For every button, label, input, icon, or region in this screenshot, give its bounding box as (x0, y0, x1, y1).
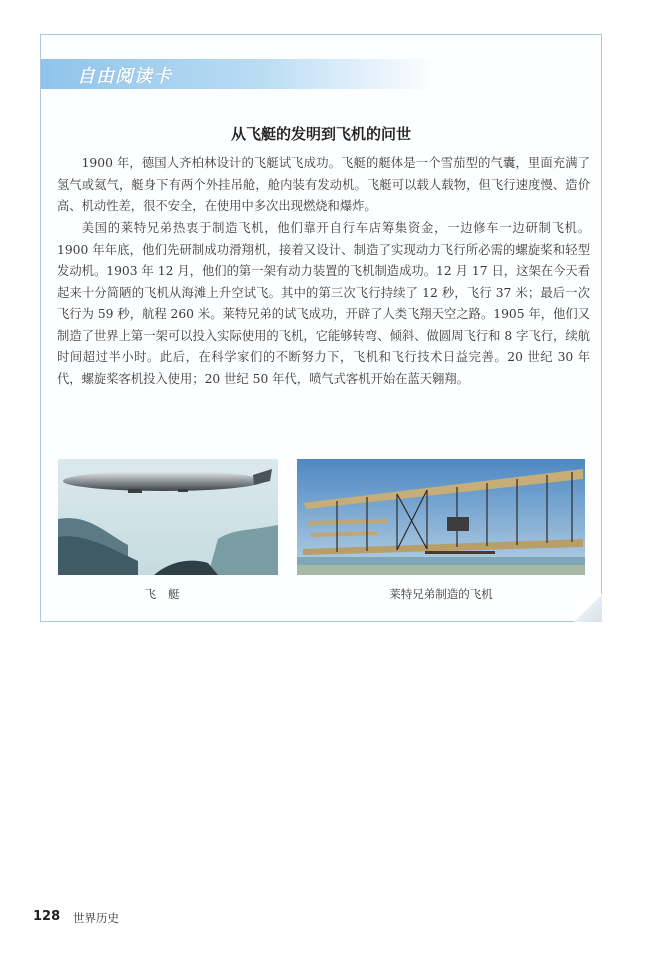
card-header-banner (41, 59, 436, 89)
wright-flyer-caption: 莱特兄弟制造的飞机 (389, 587, 493, 601)
paragraph-airship: 1900 年，德国人齐柏林设计的飞艇试飞成功。飞艇的艇体是一个雪茄型的气囊，里面充满了氢气或氦气，艇身下有两个外挂吊舱，舱内装有发动机。飞艇可以载人载物，但飞行速度慢、造价高、机动性差，很不安全，在使用中多次出现燃烧和爆炸。 (57, 156, 590, 213)
wright-flyer-image (297, 459, 585, 575)
article-title: 从飞艇的发明到飞机的问世 (230, 125, 411, 143)
airship-image (58, 459, 278, 575)
wright-flyer-illustration (297, 459, 585, 575)
airship-illustration (58, 459, 278, 575)
reading-card (40, 34, 602, 622)
card-header-label: 自由阅读卡 (77, 66, 172, 87)
page-number: 128 (33, 909, 61, 924)
airship-caption: 飞艇 (144, 587, 192, 601)
page-curl-decoration (574, 594, 602, 622)
paragraph-wright-brothers: 美国的莱特兄弟热衷于制造飞机，他们靠开自行车店筹集资金，一边修车一边研制飞机。1900 年年底，他们先研制成功滑翔机，接着又设计、制造了实现动力飞行所必需的螺旋桨和轻型发动机。1903 年 12 月，他们的第一架有动力装置的飞机制造成功。12 月 17 日，这架在今天看起来十分简陋的飞机从海滩上升空试飞。其中的第三次飞行持续了 12 秒，飞行 37 米；最后一次飞行为 59 秒，航程 260 米。莱特兄弟的试飞成功，开辟了人类飞翔天空之路。1905 年，他们又制造了世界上第一架可以投入实际使用的飞机，它能够转弯、倾斜、做圆周飞行和 8 字飞行，续航时间超过半小时。此后，在科学家们的不断努力下，飞机和飞行技术日益完善。20 世纪 30 年代，螺旋桨客机投入使用；20 世纪 50 年代，喷气式客机开始在蓝天翱翔。 (57, 221, 590, 386)
book-title: 世界历史 (73, 911, 119, 925)
